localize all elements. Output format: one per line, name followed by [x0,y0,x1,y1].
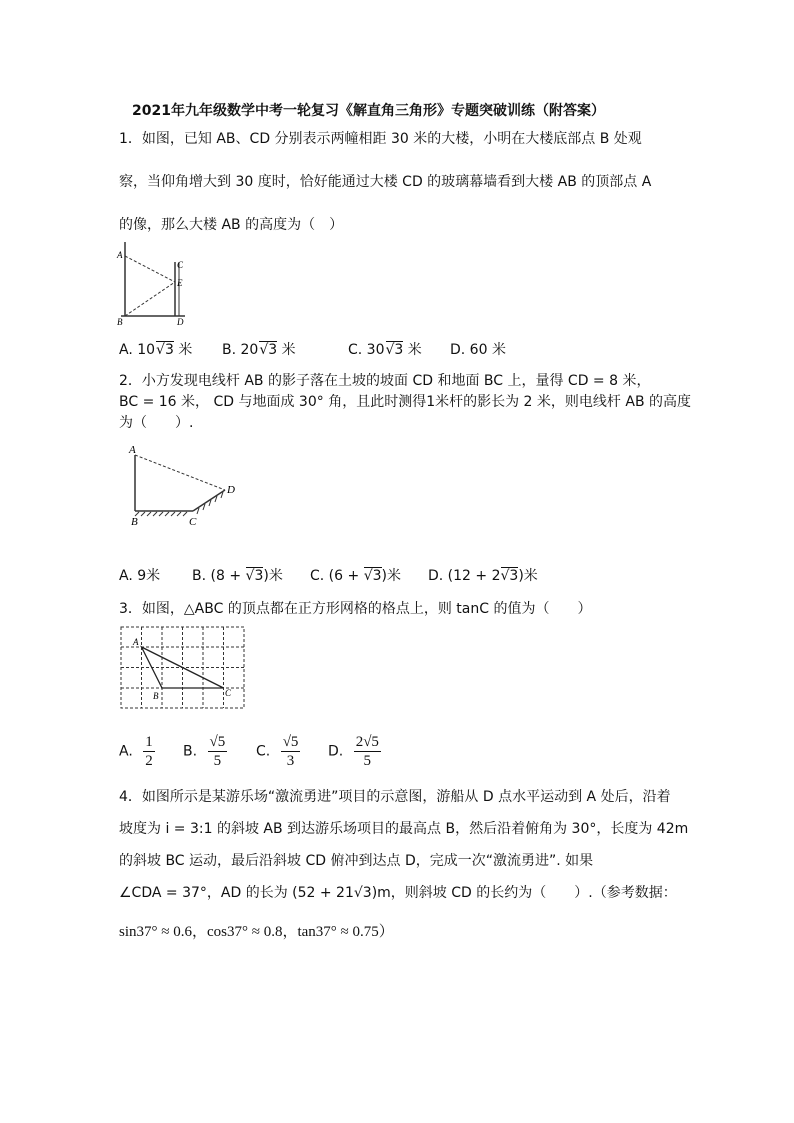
q3-label-a: A [133,637,139,647]
q3-label-b: B [153,691,159,701]
q1-option-a: A. 10√3 米 [119,342,193,358]
q2-label-a: A [129,444,136,456]
q4-text-line4: ∠CDA = 37°，AD 的长为 (52 + 21√3)m，则斜坡 CD 的长约为（ ）.（参考数据： [119,885,677,901]
q1-label-c: C [177,260,184,270]
q2-label-b: B [131,516,138,528]
q2-hatch [135,492,223,516]
q4-text-line2: 坡度为 i = 3:1 的斜坡 AB 到达游乐场项目的最高点 B，然后沿着俯角为 30°，长度为 42m [119,821,689,837]
q1-line-be [125,282,175,316]
q1-figure [115,242,195,328]
q4-text-line1: 4．如图所示是某游乐场“激流勇进”项目的示意图，游船从 D 点水平运动到 A 处后，沿着 [119,789,671,805]
q2-option-b: B. (8 + √3)米 [192,568,283,584]
page-title: 2021年九年级数学中考一轮复习《解直角三角形》专题突破训练（附答案） [132,103,605,119]
q1-option-b: B. 20√3 米 [222,342,296,358]
q1-option-c: C. 30√3 米 [348,342,422,358]
q1-text-line2: 察，当仰角增大到 30 度时，恰好能通过大楼 CD 的玻璃幕墙看到大楼 AB 的顶部点 A [119,174,652,190]
q3-label-c: C [225,688,232,698]
q3-text-line1: 3．如图，△ABC 的顶点都在正方形网格的格点上，则 tanC 的值为（ ） [119,601,592,617]
q2-option-d: D. (12 + 2√3)米 [428,568,538,584]
q2-label-c: C [189,516,197,528]
q1-label-d: D [177,317,184,327]
q2-option-c: C. (6 + √3)米 [310,568,401,584]
q1-text-line3: 的像，那么大楼 AB 的高度为（ ） [119,217,344,233]
q1-label-a: A [117,250,123,260]
q3-option-c: C. $\frac{√5}{3}$ [256,734,299,769]
q2-sunray [135,455,225,490]
q1-label-b: B [117,317,123,327]
q3-figure [120,626,246,710]
q4-text-line3: 的斜坡 BC 运动，最后沿斜坡 CD 俯冲到达点 D，完成一次“激流勇进”. 如果 [119,853,594,869]
q3-option-a: A. $\frac{1}{2}$ [119,734,153,769]
q1-label-e: E [177,278,183,288]
q1-line-ae [125,256,175,282]
q2-label-d: D [227,484,235,496]
q2-option-a: A. 9米 [119,568,161,584]
q2-text-line2: BC = 16 米， CD 与地面成 30° 角，且此时测得1米杆的影长为 2 米，则电线杆 AB 的高度 [119,394,691,410]
q3-option-b: B. $\frac{√5}{5}$ [183,734,226,769]
q2-figure [125,443,245,528]
q1-option-d: D. 60 米 [450,342,506,358]
q4-text-line5: sin37° ≈ 0.6，cos37° ≈ 0.8，tan37° ≈ 0.75） [119,924,394,940]
q2-text-line1: 2．小方发现电线杆 AB 的影子落在土坡的坡面 CD 和地面 BC 上，量得 CD = 8 米， [119,373,651,389]
q1-text-line1: 1．如图，已知 AB、CD 分别表示两幢相距 30 米的大楼，小明在大楼底部点 B 处观 [119,131,642,147]
q2-slope-cd [193,490,225,511]
q3-option-d: D. $\frac{2√5}{5}$ [328,734,379,769]
q2-text-line3: 为（ ）. [119,415,194,431]
